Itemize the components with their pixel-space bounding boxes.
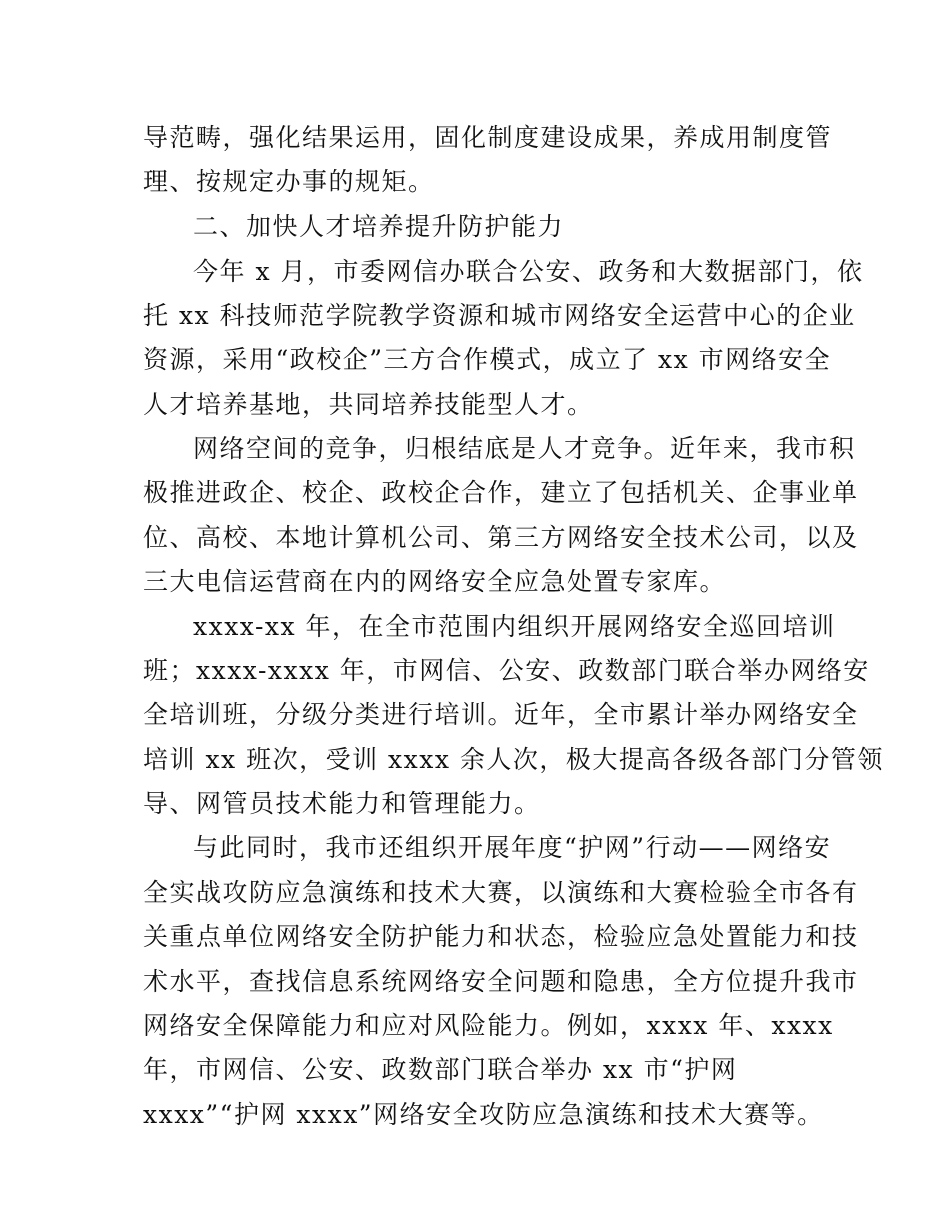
- text-line: 术水平，查找信息系统网络安全问题和隐患，全方位提升我市: [143, 967, 859, 996]
- text-line: 导范畴，强化结果运用，固化制度建设成果，养成用制度管: [143, 123, 833, 152]
- text-line: 资源，采用“政校企”三方合作模式，成立了 xx 市网络安全: [143, 345, 832, 374]
- text-line: 全实战攻防应急演练和技术大赛，以演练和大赛检验全市各有: [143, 878, 859, 907]
- text-line: xxxx”“护网 xxxx”网络安全攻防应急演练和技术大赛等。: [143, 1100, 824, 1129]
- text-line: 班；xxxx-xxxx 年，市网信、公安、政数部门联合举办网络安: [143, 656, 870, 685]
- text-line: 与此同时，我市还组织开展年度“护网”行动——网络安: [193, 833, 832, 862]
- text-line: 位、高校、本地计算机公司、第三方网络安全技术公司，以及: [143, 523, 859, 552]
- text-line: 网络空间的竞争，归根结底是人才竞争。近年来，我市积: [193, 434, 856, 463]
- text-line: 托 xx 科技师范学院教学资源和城市网络安全运营中心的企业: [143, 301, 856, 330]
- text-line: 全培训班，分级分类进行培训。近年，全市累计举办网络安全: [143, 700, 859, 729]
- text-line: 网络安全保障能力和应对风险能力。例如，xxxx 年、xxxx: [143, 1011, 834, 1040]
- text-line: 培训 xx 班次，受训 xxxx 余人次，极大提高各级各部门分管领: [143, 745, 884, 774]
- text-line: 人才培养基地，共同培养技能型人才。: [143, 390, 594, 419]
- text-line: 今年 x 月，市委网信办联合公安、政务和大数据部门，依: [193, 257, 864, 286]
- text-line: xxxx-xx 年，在全市范围内组织开展网络安全巡回培训: [193, 612, 836, 641]
- text-line: 导、网管员技术能力和管理能力。: [143, 789, 541, 818]
- text-line: 三大电信运营商在内的网络安全应急处置专家库。: [143, 567, 727, 596]
- text-line: 关重点单位网络安全防护能力和状态，检验应急处置能力和技: [143, 922, 859, 951]
- text-line: 年，市网信、公安、政数部门联合举办 xx 市“护网: [143, 1055, 738, 1084]
- text-line: 理、按规定办事的规矩。: [143, 167, 435, 196]
- text-line: 极推进政企、校企、政校企合作，建立了包括机关、企事业单: [143, 478, 859, 507]
- section-heading: 二、加快人才培养提升防护能力: [193, 212, 565, 241]
